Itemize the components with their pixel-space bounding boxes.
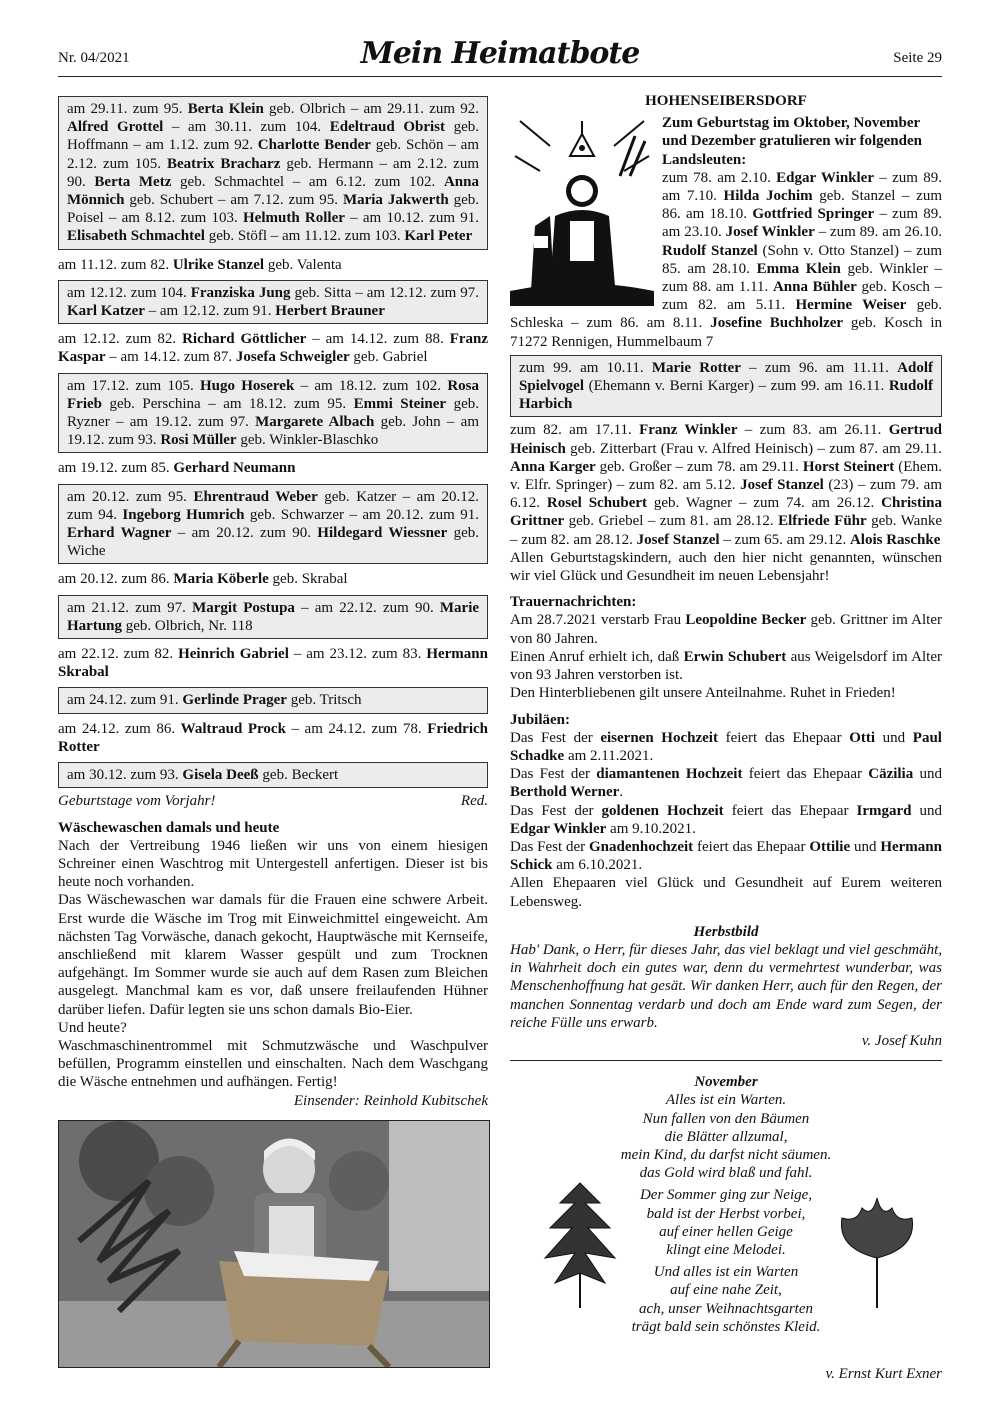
person-name: Leopoldine Becker [685,612,807,629]
birthday-box: am 30.12. zum 93. Gisela Deeß geb. Beckert [58,762,488,788]
person-name: Gnadenhochzeit [589,838,694,855]
person-name: Helmuth Roller [243,210,345,227]
town-heading: HOHENSEIBERSDORF [645,93,807,109]
person-name: Josef Stanzel [636,531,720,548]
person-name: Erwin Schubert [683,648,787,665]
birthday-line: am 24.12. zum 86. Waltraud Prock – am 24.12. zum 78. Friedrich Rotter [58,720,489,755]
poem-title: Herbstbild [693,923,759,940]
saint-woodcut-illustration [510,116,654,306]
person-name: Rosel Schubert [546,495,648,512]
section-title: Jubiläen: [510,711,571,728]
person-name: Hermine Weiser [795,297,907,314]
person-name: Berta Klein [187,101,264,117]
poem-text: Hab' Dank, o Herr, für dieses Jahr, das viel beklagt und viel geschmäht, in Wahrheit doch ein gutes war, denn du vermehrtest wunderbar, was Menschenhoffnung hat gesät. Wir danken Herr, auch für den Regen, der manchen Sonnentag verdarb und doch am Ende ward zum Segen, der reiche Fülle uns erwarb. [510,941,943,1031]
page-header [58,36,942,77]
jubilee-entry: Das Fest der goldenen Hochzeit feiert das Ehepaar Irmgard und Edgar Winkler am 9.10.2021. [510,802,942,837]
poem-line: bald ist der Herbst vorbei, [646,1205,806,1222]
person-name: Rosi Müller [160,432,237,449]
person-name: Marie Rotter [651,359,741,376]
mourning-entry: Den Hinterbliebenen gilt unsere Anteilnahme. Ruhet in Frieden! [510,685,896,702]
washing-woman-illustration [59,1121,489,1367]
birthday-box: am 21.12. zum 97. Margit Postupa – am 22.12. zum 90. Marie Hartung geb. Olbrich, Nr. 118 [58,595,488,639]
poem-author: v. Ernst Kurt Exner [825,1365,942,1382]
person-name: Waltraud Prock [180,720,286,737]
jubilee-entry: Das Fest der diamantenen Hochzeit feiert das Ehepaar Cäzilia und Berthold Werner. [510,766,942,801]
person-name: Margarete Albach [255,414,375,431]
person-name: Otti [849,729,876,746]
person-name: Emmi Steiner [353,395,447,412]
person-name: Alfred Grottel [67,119,164,136]
article-paragraph: Und heute? [58,1019,127,1036]
washing-photo [58,1120,490,1368]
person-name: Gisela Deeß [182,767,259,784]
person-name: Josefa Schweigler [235,349,350,366]
person-name: Cäzilia [868,766,914,783]
poem-line: klingt eine Melodei. [666,1241,786,1258]
mourning-entry: Am 28.7.2021 verstarb Frau Leopoldine Becker geb. Grittner im Alter von 80 Jahren. [510,612,942,647]
right-column [510,92,942,1383]
person-name: diamantenen Hochzeit [596,766,743,783]
person-name: Herbert Brauner [275,303,385,320]
person-name: Franz Winkler [639,422,738,439]
poem-line: Und alles ist ein Warten [653,1264,799,1281]
birthday-box: am 24.12. zum 91. Gerlinde Prager geb. Tritsch [58,687,488,713]
person-name: Edgar Winkler [776,169,874,186]
leaf-icon [832,1193,922,1313]
person-name: Charlotte Bender [257,137,371,154]
person-name: Anna Bühler [772,279,857,296]
person-name: Franz Kaspar [58,331,489,366]
left-column [58,92,488,1368]
person-name: Hermann Skrabal [58,646,488,681]
poem-line: das Gold wird blaß und fahl. [639,1165,813,1182]
person-name: Elisabeth Schmachtel [67,228,205,245]
person-name: Emma Klein [756,260,841,277]
person-name: Heinrich Gabriel [178,646,289,663]
person-name: Anna Mönnich [67,173,479,209]
birthday-line: am 12.12. zum 82. Richard Göttlicher – am 14.12. zum 88. Franz Kaspar – am 14.12. zum 87. Josefa Schweigler geb. Gabriel [58,331,489,366]
leaf-icon [530,1173,630,1313]
issue-number: Nr. 04/2021 [58,50,130,66]
person-name: Anna Karger [510,458,596,475]
birthday-line: am 19.12. zum 85. Gerhard Neumann [58,460,296,477]
section-title: Trauernachrichten: [510,594,637,611]
person-name: Edeltraud Obrist [329,119,445,136]
person-name: Margit Postupa [192,599,295,616]
person-name: Hildegard Wiessner [317,525,448,542]
mourning-entry: Einen Anruf erhielt ich, daß Erwin Schubert aus Weigelsdorf im Alter von 93 Jahren verstorben ist. [510,648,942,684]
person-name: Paul Schadke [510,729,942,764]
birthday-box: am 29.11. zum 95. Berta Klein geb. Olbrich – am 29.11. zum 92. Alfred Grottel – am 30.11. zum 104. Edeltraud Obrist geb. Hoffmann – am 1.12. zum 92. Charlotte Bender geb. Schön – am 2.12. zum 105. Beatrix Bracharz geb. Hermann – am 2.12. zum 90. Berta Metz geb. Schmachtel – am 6.12. zum 102. Anna Mönnich geb. Schubert – am 7.12. zum 95. Maria Jakwerth geb. Poisel – am 8.12. zum 103. Helmuth Roller – am 10.12. zum 91. Elisabeth Schmachtel geb. Stöfl – am 11.12. zum 103. Karl Peter [58,96,488,250]
person-name: Hilda Jochim [723,188,813,205]
person-name: goldenen Hochzeit [601,802,724,819]
masthead-logo: Mein Heimatbote [360,36,640,71]
person-name: Ottilie [809,838,851,855]
person-name: Gerlinde Prager [182,692,287,709]
birthday-box: zum 99. am 10.11. Marie Rotter – zum 96. am 11.11. Adolf Spielvogel (Ehemann v. Berni Karger) – zum 99. am 16.11. Rudolf Harbich [510,355,942,418]
article-paragraph: Nach der Vertreibung 1946 ließen wir uns von einem hiesigen Schreiner einen Waschtrog mit Untergestell anfertigen. Dieser ist bis heute noch vorhanden. [58,837,488,891]
person-name: Elfriede Führ [778,513,867,530]
person-name: Christina Grittner [510,495,942,530]
birthday-line: am 11.12. zum 82. Ulrike Stanzel geb. Valenta [58,256,342,273]
poem-stanza [510,1091,942,1182]
person-name: Franziska Jung [190,284,291,301]
november-poem [510,1073,942,1383]
person-name: Josef Stanzel [740,477,824,494]
person-name: Berthold Werner [510,784,620,801]
person-name: Marie Hartung [67,599,480,634]
article-title: Wäschewaschen damals und heute [58,819,280,836]
poem-line: Nun fallen von den Bäumen [642,1110,810,1127]
person-name: Josef Winkler [725,224,815,241]
birthday-box: am 20.12. zum 95. Ehrentraud Weber geb. Katzer – am 20.12. zum 94. Ingeborg Humrich geb. Schwarzer – am 20.12. zum 91. Erhard Wagner – am 20.12. zum 90. Hildegard Wiessner geb. Wiche [58,484,488,565]
person-name: Maria Köberle [173,571,269,588]
person-name: Friedrich Rotter [58,720,489,755]
poem-line: auf eine nahe Zeit, [670,1282,782,1299]
person-name: Richard Göttlicher [182,331,307,348]
person-name: Alois Raschke [849,531,941,548]
person-name: Ingeborg Humrich [122,506,245,523]
poem-line: die Blätter allzumal, [664,1128,788,1145]
person-name: Gerhard Neumann [173,460,296,477]
person-name: Hugo Hoserek [199,377,295,394]
person-name: Adolf Spielvogel [519,359,933,395]
person-name: Rudolf Harbich [519,378,933,413]
poem-title: November [694,1074,758,1091]
person-name: Irmgard [856,802,912,819]
person-name: Gottfried Springer [752,206,875,223]
poem-line: auf einer hellen Geige [659,1223,793,1240]
poem-line: Der Sommer ging zur Neige, [639,1187,813,1204]
article-signature: Einsender: Reinhold Kubitschek [293,1092,488,1109]
jubilee-entry: Das Fest der Gnadenhochzeit feiert das Ehepaar Ottilie und Hermann Schick am 6.10.2021. [510,838,942,874]
birthday-list: zum 78. am 2.10. Edgar Winkler – zum 89. am 7.10. Hilda Jochim geb. Stanzel – zum 86. am 18.10. Gottfried Springer – zum 89. am 23.10. Josef Winkler – zum 89. am 26.10. Rudolf Stanzel (Sohn v. Otto Stanzel) – zum 85. am 28.10. Emma Klein geb. Winkler – zum 88. am 1.11. Anna Bühler geb. Kosch – zum 82. am 5.11. Hermine Weiser geb. Schleska – zum 86. am 8.11. Josefine Buchholzer geb. Kosch in 71272 Rennigen, Hummelbaum 7 [510,169,943,350]
person-name: Hermann Schick [510,838,942,874]
poem-line: Alles ist ein Warten. [665,1092,787,1109]
person-name: Berta Metz [94,173,172,190]
poem-line: trägt bald sein schönstes Kleid. [631,1318,821,1335]
jubilee-entry: Das Fest der eisernen Hochzeit feiert das Ehepaar Otti und Paul Schadke am 2.11.2021. [510,729,942,764]
birthday-line: am 20.12. zum 86. Maria Köberle geb. Skrabal [58,571,348,588]
page-number: Seite 29 [893,50,942,66]
person-name: Maria Jakwerth [342,192,449,209]
editor-note [58,792,488,810]
article-paragraph: Waschmaschinentrommel mit Schmutzwäsche und Waschpulver befüllen, Programm einstellen und einschalten. Nach dem Waschgang die Wäsche entnehmen und aufhängen. Fertig! [58,1037,488,1091]
divider [510,1060,942,1061]
person-name: Rudolf Stanzel [662,242,758,259]
person-name: Josefine Buchholzer [710,315,844,332]
jubilee-entry: Allen Ehepaaren viel Glück und Gesundheit auf Eurem weiteren Lebensweg. [510,875,942,910]
person-name: Beatrix Bracharz [166,155,281,172]
note-signature: Red. [460,793,488,810]
person-name: Gertrud Heinisch [510,422,943,457]
person-name: Ehrentraud Weber [193,488,318,505]
birthday-box: am 12.12. zum 104. Franziska Jung geb. Sitta – am 12.12. zum 97. Karl Katzer – am 12.12. zum 91. Herbert Brauner [58,280,488,324]
article-paragraph: Das Wäschewaschen war damals für die Frauen eine schwere Arbeit. Erst wurde die Wäsche im Trog mit Einweichmittel eingeweicht. Am nächsten Tag Vorwäsche, danach gekocht, Hauptwäsche mit Kernseife, anschließend mit klarem Wasser gespült und zum Trocknen aufgehängt. Im Sommer wurde sie auch auf dem Rasen zum Bleichen ausgelegt. Manchmal kam es vor, daß unsere freilaufenden Hühner darüber liefen. Dafür legten sie uns schon damals Bio-Eier. [58,892,488,1018]
birthday-line: am 22.12. zum 82. Heinrich Gabriel – am 23.12. zum 83. Hermann Skrabal [58,646,488,681]
person-name: Edgar Winkler [510,820,607,837]
person-name: Karl Katzer [67,303,145,320]
poem-author: v. Josef Kuhn [861,1032,942,1049]
note-text: Geburtstage vom Vorjahr! [58,793,216,810]
person-name: Erhard Wagner [67,525,172,542]
person-name: eisernen Hochzeit [600,729,718,746]
poem-line: ach, unser Weihnachtsgarten [638,1300,813,1317]
birthday-wish: Allen Geburtstagskindern, auch den hier nicht genannten, wünschen wir viel Glück und Gesundheit im neuen Lebensjahr! [510,549,942,585]
person-name: Ulrike Stanzel [172,256,265,273]
birthday-box: am 17.12. zum 105. Hugo Hoserek – am 18.12. zum 102. Rosa Frieb geb. Perschina – am 18.12. zum 95. Emmi Steiner geb. Ryzner – am 19.12. zum 97. Margarete Albach geb. John – am 19.12. zum 93. Rosi Müller geb. Winkler-Blaschko [58,373,488,454]
person-name: Horst Steinert [802,458,895,475]
person-name: Karl Peter [404,228,473,245]
congrats-intro: Zum Geburtstag im Oktober, November und Dezember gratulieren wir folgenden Landsleuten: [662,115,922,168]
poem-line: mein Kind, du darfst nicht säumen. [620,1146,832,1163]
birthday-list: zum 82. am 17.11. Franz Winkler – zum 83. am 26.11. Gertrud Heinisch geb. Zitterbart (Frau v. Alfred Heinisch) – zum 87. am 29.11. Anna Karger geb. Großer – zum 78. am 29.11. Horst Steinert (Ehem. v. Elfr. Springer) – zum 82. am 5.12. Josef Stanzel (23) – zum 79. am 6.12. Rosel Schubert geb. Wagner – zum 74. am 26.12. Christina Grittner geb. Griebel – zum 81. am 28.12. Elfriede Führ geb. Wanke – zum 82. am 28.12. Josef Stanzel – zum 65. am 29.12. Alois Raschke [510,422,943,548]
person-name: Rosa Frieb [67,377,479,412]
